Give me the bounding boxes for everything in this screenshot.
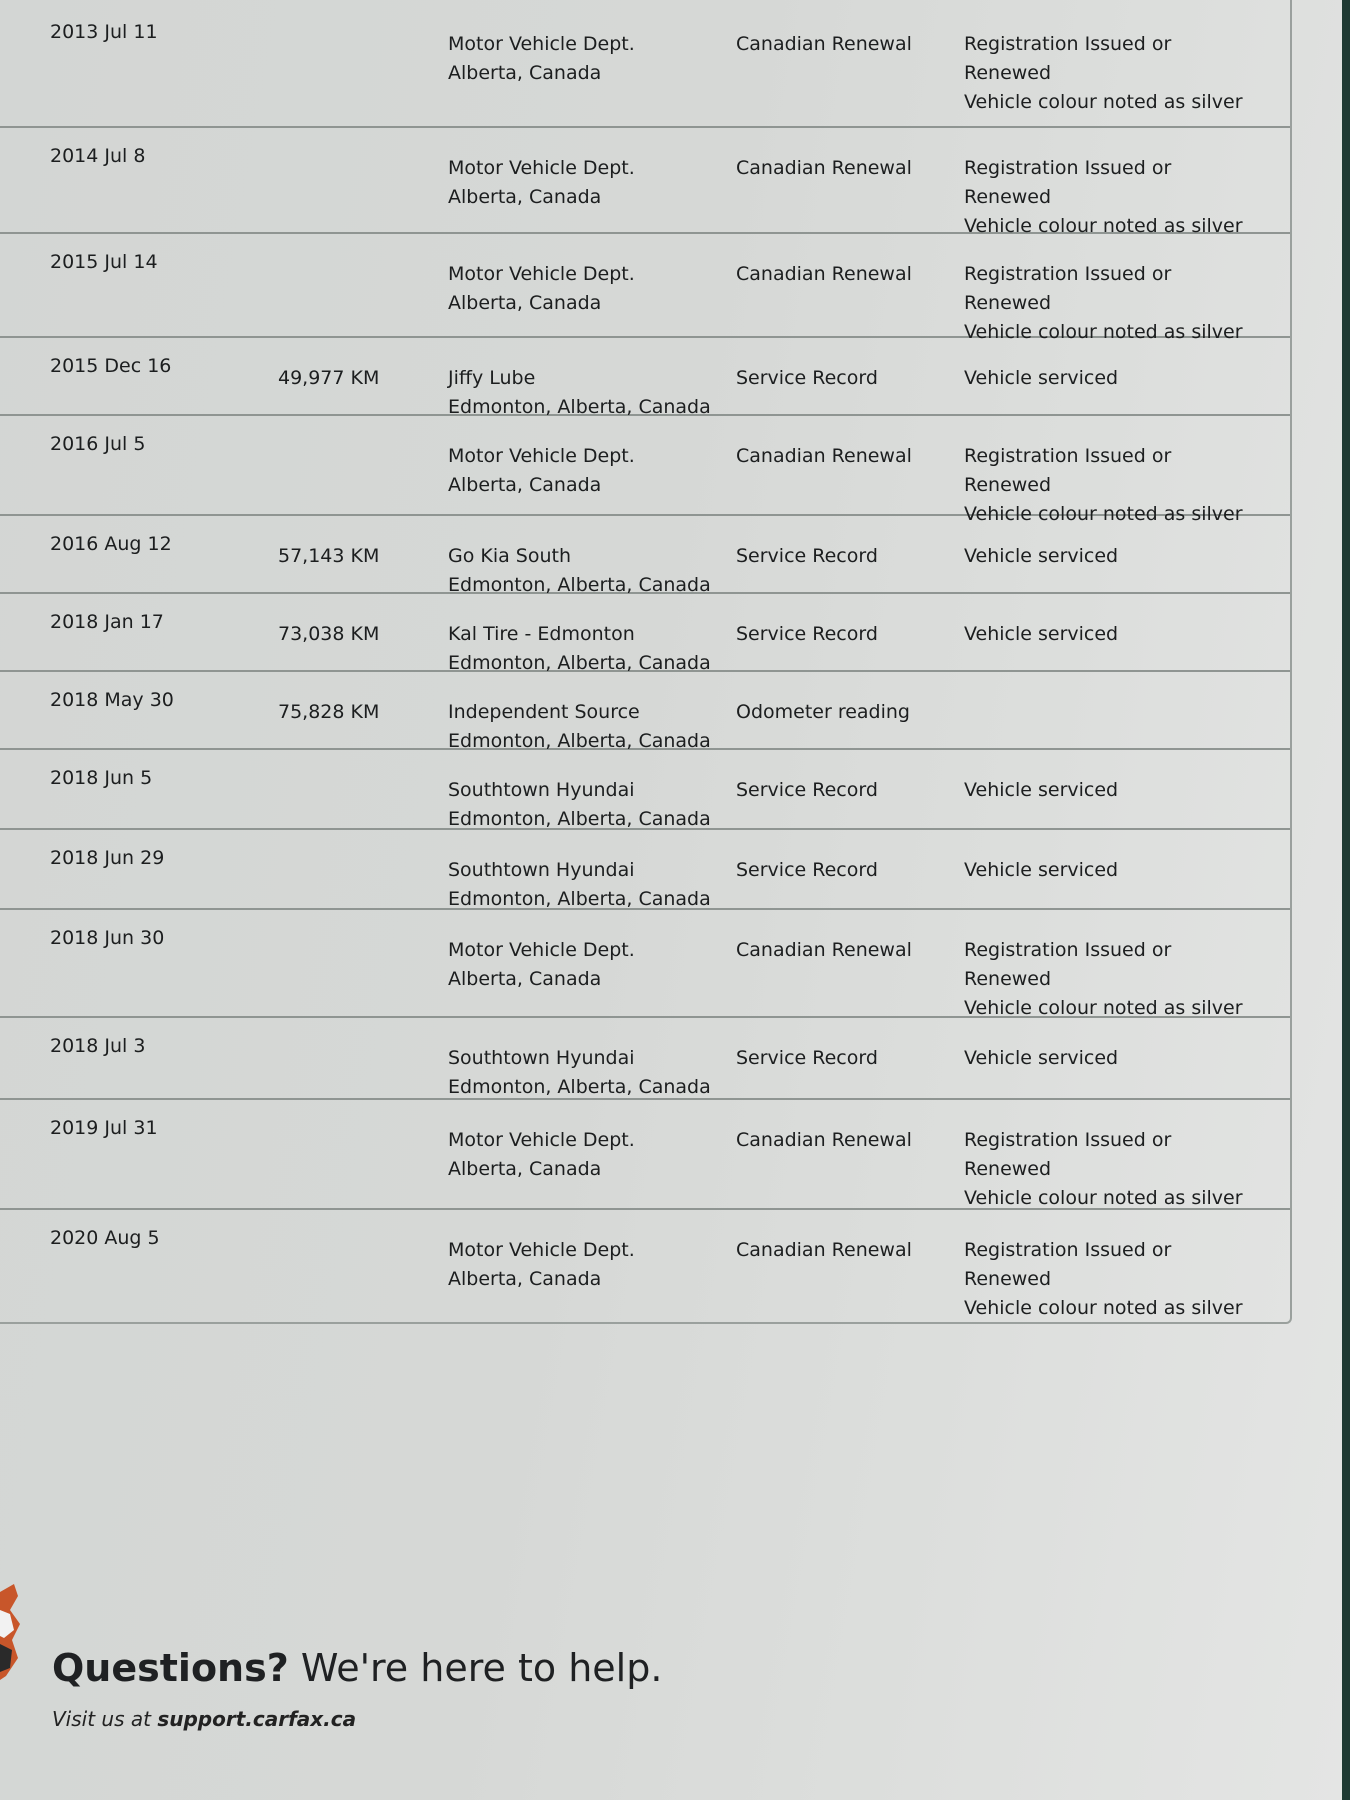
record-source-line: Southtown Hyundai (448, 779, 635, 801)
record-type: Service Record (736, 859, 878, 881)
record-comments-line: Vehicle colour noted as silver (964, 997, 1243, 1019)
record-source-line: Southtown Hyundai (448, 1047, 635, 1069)
table-row (0, 416, 1290, 525)
record-date: 2018 Jan 17 (50, 611, 164, 633)
record-comments-line: Registration Issued or (964, 33, 1172, 55)
record-comments (964, 1044, 1118, 1073)
record-source-line: Alberta, Canada (448, 474, 602, 496)
help-section (52, 1645, 662, 1731)
record-comments-line: Registration Issued or (964, 1239, 1172, 1261)
mascot-fox-icon (0, 1580, 26, 1690)
table-row (0, 750, 1290, 830)
record-source (448, 542, 711, 600)
record-source-line: Edmonton, Alberta, Canada (448, 730, 711, 752)
record-type: Service Record (736, 623, 878, 645)
record-comments-line: Vehicle colour noted as silver (964, 91, 1243, 113)
record-source (448, 154, 635, 212)
table-row (0, 1018, 1290, 1100)
record-source-line: Motor Vehicle Dept. (448, 33, 635, 55)
record-source (448, 856, 711, 914)
record-source-line: Edmonton, Alberta, Canada (448, 652, 711, 674)
record-odometer: 75,828 KM (278, 701, 380, 723)
record-date: 2018 Jun 30 (50, 927, 165, 949)
record-source-line: Motor Vehicle Dept. (448, 1129, 635, 1151)
record-source-line: Edmonton, Alberta, Canada (448, 888, 711, 910)
record-source-line: Independent Source (448, 701, 640, 723)
record-comments-line: Registration Issued or (964, 939, 1172, 961)
record-date: 2015 Jul 14 (50, 251, 158, 273)
table-row (0, 234, 1290, 343)
record-date: 2018 May 30 (50, 689, 174, 711)
record-type: Service Record (736, 1047, 878, 1069)
table-row (0, 1210, 1290, 1322)
record-type: Canadian Renewal (736, 33, 912, 55)
record-source-line: Go Kia South (448, 545, 572, 567)
record-type: Service Record (736, 545, 878, 567)
record-date: 2020 Aug 5 (50, 1227, 160, 1249)
record-comments (964, 856, 1118, 885)
record-source-line: Motor Vehicle Dept. (448, 157, 635, 179)
record-comments (964, 154, 1243, 241)
record-source-line: Alberta, Canada (448, 968, 602, 990)
record-source-line: Edmonton, Alberta, Canada (448, 1076, 711, 1098)
record-source-line: Edmonton, Alberta, Canada (448, 574, 711, 596)
record-source-line: Motor Vehicle Dept. (448, 445, 635, 467)
table-row (0, 1100, 1290, 1210)
record-comments-line: Renewed (964, 474, 1052, 496)
record-type: Odometer reading (736, 701, 910, 723)
record-source-line: Motor Vehicle Dept. (448, 263, 635, 285)
help-title-strong: Questions? (52, 1646, 289, 1690)
record-source-line: Alberta, Canada (448, 292, 602, 314)
record-odometer: 73,038 KM (278, 623, 380, 645)
record-source (448, 776, 711, 834)
record-comments (964, 542, 1118, 571)
record-comments (964, 1126, 1243, 1213)
record-type: Canadian Renewal (736, 1129, 912, 1151)
record-comments-line: Renewed (964, 186, 1052, 208)
record-type: Canadian Renewal (736, 445, 912, 467)
record-comments-line: Vehicle colour noted as silver (964, 503, 1243, 525)
record-comments-line: Vehicle serviced (964, 1047, 1119, 1069)
table-row (0, 128, 1290, 237)
record-comments (964, 364, 1118, 393)
record-comments-line: Vehicle serviced (964, 623, 1119, 645)
record-odometer: 49,977 KM (278, 367, 380, 389)
record-comments (964, 1236, 1243, 1323)
help-title-rest: We're here to help. (288, 1646, 663, 1690)
record-date: 2018 Jun 29 (50, 847, 165, 869)
record-type: Canadian Renewal (736, 939, 912, 961)
record-source-line: Alberta, Canada (448, 1158, 602, 1180)
record-source (448, 442, 635, 500)
record-source-line: Motor Vehicle Dept. (448, 1239, 635, 1261)
record-source (448, 936, 635, 994)
record-source (448, 698, 711, 756)
page-edge (1342, 0, 1350, 1800)
record-date: 2014 Jul 8 (50, 145, 146, 167)
record-date: 2013 Jul 11 (50, 21, 158, 43)
record-source-line: Alberta, Canada (448, 1268, 602, 1290)
record-date: 2016 Jul 5 (50, 433, 146, 455)
record-source (448, 1236, 635, 1294)
record-source-line: Motor Vehicle Dept. (448, 939, 635, 961)
record-source (448, 1126, 635, 1184)
table-row (0, 910, 1290, 1018)
record-comments-line: Registration Issued or (964, 157, 1172, 179)
record-comments-line: Renewed (964, 62, 1052, 84)
record-source-line: Jiffy Lube (448, 367, 536, 389)
table-row (0, 594, 1290, 672)
support-link[interactable]: support.carfax.ca (157, 1707, 357, 1731)
record-date: 2018 Jul 3 (50, 1035, 146, 1057)
record-comments-line: Renewed (964, 292, 1052, 314)
help-title (52, 1645, 662, 1691)
record-source-line: Alberta, Canada (448, 186, 602, 208)
record-source (448, 260, 635, 318)
record-source-line: Alberta, Canada (448, 62, 602, 84)
record-type: Service Record (736, 367, 878, 389)
record-comments-line: Vehicle serviced (964, 779, 1119, 801)
record-date: 2018 Jun 5 (50, 767, 153, 789)
record-comments-line: Vehicle serviced (964, 859, 1119, 881)
record-comments-line: Registration Issued or (964, 445, 1172, 467)
record-comments-line: Vehicle serviced (964, 545, 1119, 567)
record-comments (964, 776, 1118, 805)
record-source (448, 364, 711, 422)
record-type: Canadian Renewal (736, 157, 912, 179)
record-date: 2019 Jul 31 (50, 1117, 158, 1139)
record-comments-line: Vehicle colour noted as silver (964, 215, 1243, 237)
record-comments (964, 30, 1243, 117)
record-source (448, 620, 711, 678)
record-source-line: Southtown Hyundai (448, 859, 635, 881)
table-row (0, 0, 1290, 128)
record-comments-line: Vehicle serviced (964, 367, 1119, 389)
record-date: 2016 Aug 12 (50, 533, 172, 555)
record-comments-line: Registration Issued or (964, 263, 1172, 285)
record-comments-line: Vehicle colour noted as silver (964, 1187, 1243, 1209)
record-comments (964, 260, 1243, 347)
record-source-line: Kal Tire - Edmonton (448, 623, 635, 645)
record-comments-line: Vehicle colour noted as silver (964, 1297, 1243, 1319)
table-row (0, 516, 1290, 594)
record-comments-line: Renewed (964, 968, 1052, 990)
record-comments-line: Renewed (964, 1158, 1052, 1180)
record-type: Canadian Renewal (736, 263, 912, 285)
record-comments-line: Renewed (964, 1268, 1052, 1290)
table-row (0, 672, 1290, 750)
record-date: 2015 Dec 16 (50, 355, 172, 377)
record-odometer: 57,143 KM (278, 545, 380, 567)
table-row (0, 830, 1290, 910)
record-type: Service Record (736, 779, 878, 801)
record-comments (964, 936, 1243, 1023)
help-visit-line (52, 1707, 662, 1731)
record-type: Canadian Renewal (736, 1239, 912, 1261)
record-source (448, 30, 635, 88)
table-row (0, 338, 1290, 416)
record-comments (964, 620, 1118, 649)
record-comments-line: Registration Issued or (964, 1129, 1172, 1151)
record-source-line: Edmonton, Alberta, Canada (448, 396, 711, 418)
help-visit-prefix: Visit us at (52, 1707, 158, 1731)
record-source-line: Edmonton, Alberta, Canada (448, 808, 711, 830)
record-comments-line: Vehicle colour noted as silver (964, 321, 1243, 343)
record-source (448, 1044, 711, 1102)
